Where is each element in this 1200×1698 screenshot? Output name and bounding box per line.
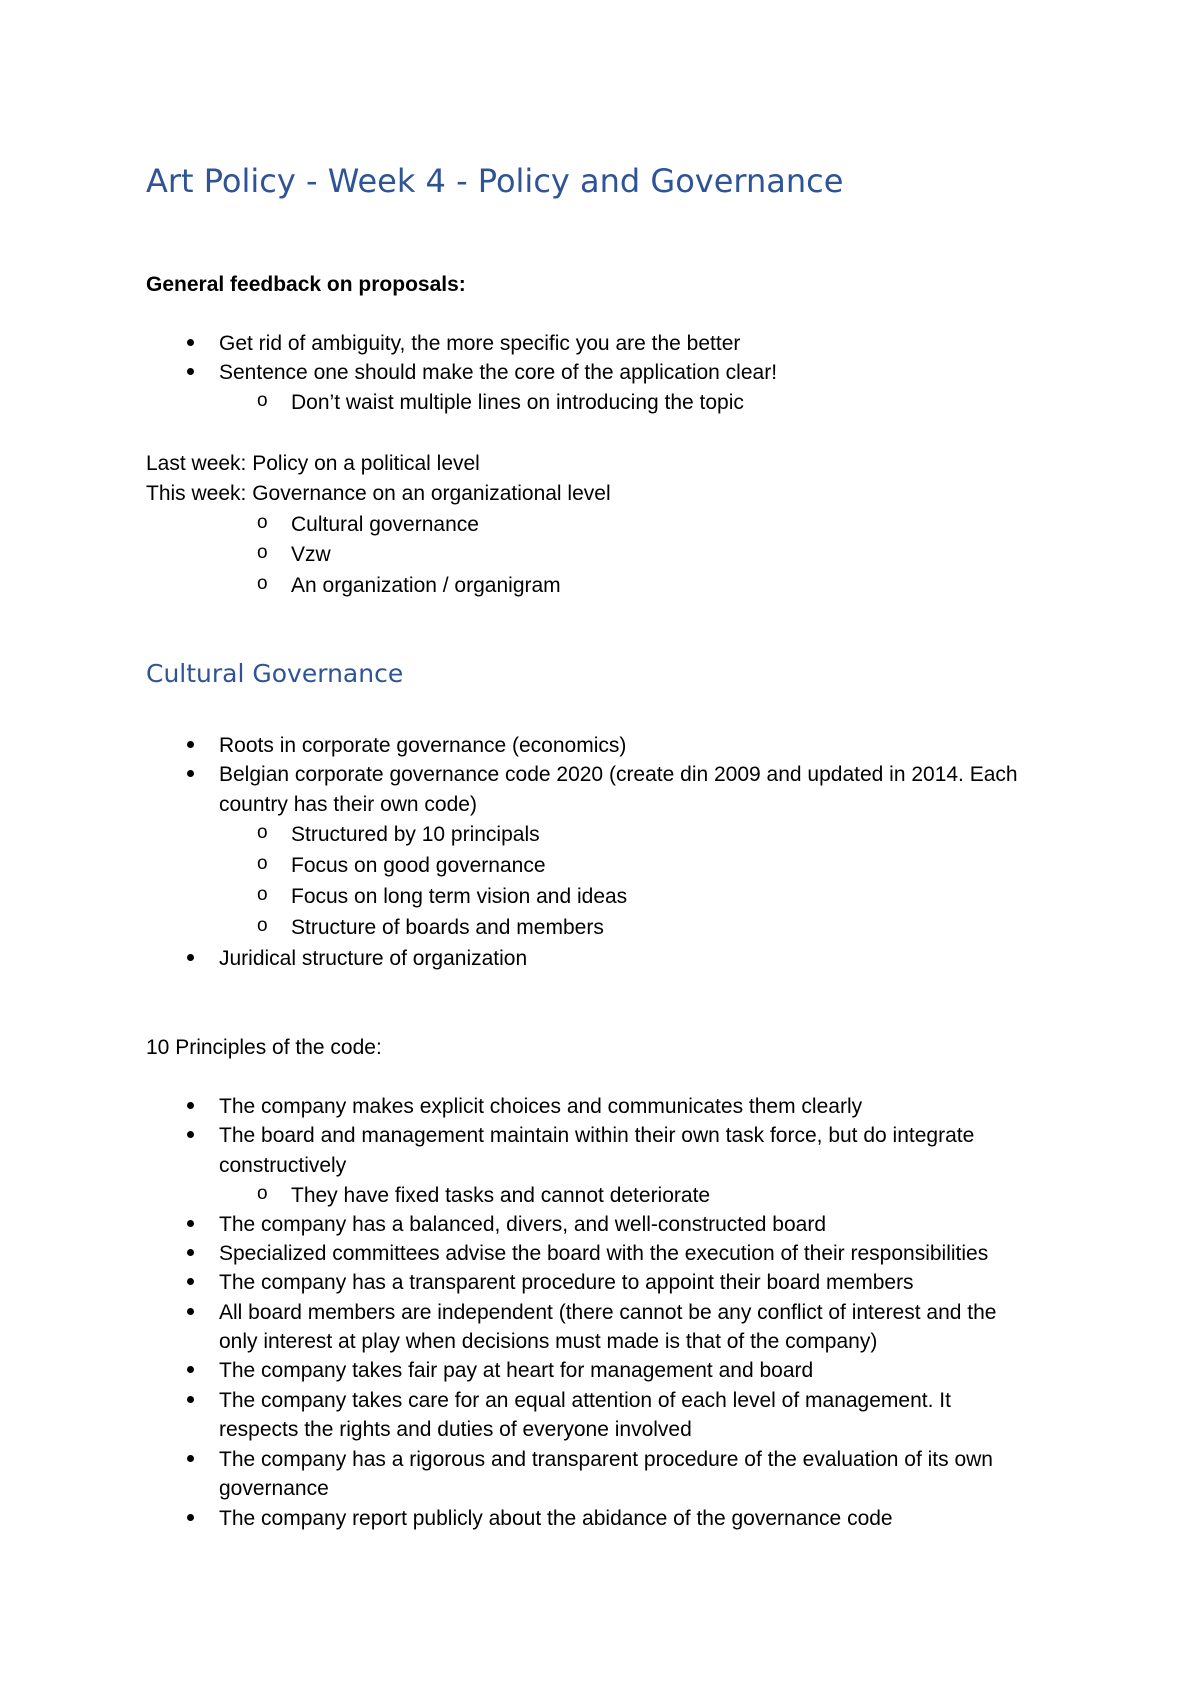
bullet-icon — [187, 1514, 194, 1521]
list-subitem: Focus on long term vision and ideas — [291, 885, 628, 908]
page-title: Art Policy - Week 4 - Policy and Governance — [146, 162, 844, 200]
circle-bullet-icon: o — [257, 390, 268, 411]
list-item: The company report publicly about the abidance of the governance code — [219, 1507, 893, 1530]
list-item: Specialized committees advise the board with the execution of their responsibilities — [219, 1242, 989, 1265]
list-subitem: Structure of boards and members — [291, 916, 604, 939]
circle-bullet-icon: o — [257, 542, 268, 563]
circle-bullet-icon: o — [257, 853, 268, 874]
last-week-label: Last week: — [146, 452, 247, 475]
list-item-continuation: governance — [219, 1477, 329, 1500]
bullet-icon — [187, 1249, 194, 1256]
circle-bullet-icon: o — [257, 1183, 268, 1204]
last-week-line — [146, 453, 480, 474]
principles-heading: 10 Principles of the code: — [146, 1036, 382, 1059]
list-item: The company has a rigorous and transparent procedure of the evaluation of its own — [219, 1448, 993, 1471]
circle-bullet-icon: o — [257, 512, 268, 533]
bullet-icon — [187, 1455, 194, 1462]
list-item-continuation: respects the rights and duties of everyone involved — [219, 1418, 692, 1441]
bullet-icon — [187, 1308, 194, 1315]
this-week-line — [146, 483, 611, 504]
bullet-icon — [187, 954, 194, 961]
bullet-icon — [187, 741, 194, 748]
bullet-icon — [187, 1220, 194, 1227]
list-subitem: Vzw — [291, 543, 331, 566]
list-item-continuation: only interest at play when decisions must made is that of the company) — [219, 1330, 878, 1353]
this-week-text: Governance on an organizational level — [252, 482, 611, 505]
bullet-icon — [187, 770, 194, 777]
bullet-icon — [187, 368, 194, 375]
list-item: Get rid of ambiguity, the more specific you are the better — [219, 332, 741, 355]
list-subitem: Cultural governance — [291, 513, 479, 536]
list-item: The company makes explicit choices and communicates them clearly — [219, 1095, 863, 1118]
list-item: Roots in corporate governance (economics) — [219, 734, 627, 757]
bullet-icon — [187, 1396, 194, 1403]
circle-bullet-icon: o — [257, 915, 268, 936]
bullet-icon — [187, 339, 194, 346]
list-item: The company has a balanced, divers, and well-constructed board — [219, 1213, 827, 1236]
feedback-heading: General feedback on proposals: — [146, 273, 466, 296]
list-subitem: Structured by 10 principals — [291, 823, 540, 846]
bullet-icon — [187, 1366, 194, 1373]
list-item: Juridical structure of organization — [219, 947, 528, 970]
list-subitem: Focus on good governance — [291, 854, 546, 877]
bullet-icon — [187, 1102, 194, 1109]
list-item: The company takes fair pay at heart for management and board — [219, 1359, 814, 1382]
list-item: The company has a transparent procedure to appoint their board members — [219, 1271, 914, 1294]
circle-bullet-icon: o — [257, 573, 268, 594]
list-item: Belgian corporate governance code 2020 (create din 2009 and updated in 2014. Each — [219, 763, 1018, 786]
circle-bullet-icon: o — [257, 884, 268, 905]
list-item-continuation: constructively — [219, 1154, 347, 1177]
list-item: Sentence one should make the core of the application clear! — [219, 361, 778, 384]
last-week-text: Policy on a political level — [252, 452, 480, 475]
list-item: The company takes care for an equal attention of each level of management. It — [219, 1389, 951, 1412]
list-subitem: An organization / organigram — [291, 574, 561, 597]
list-subitem: They have fixed tasks and cannot deteriorate — [291, 1184, 711, 1207]
list-item-continuation: country has their own code) — [219, 793, 477, 816]
bullet-icon — [187, 1131, 194, 1138]
list-item: All board members are independent (there cannot be any conflict of interest and the — [219, 1301, 997, 1324]
list-subitem: Don’t waist multiple lines on introducing the topic — [291, 391, 744, 414]
section-heading: Cultural Governance — [146, 659, 404, 688]
list-item: The board and management maintain within their own task force, but do integrate — [219, 1124, 975, 1147]
this-week-label: This week: — [146, 482, 247, 505]
circle-bullet-icon: o — [257, 822, 268, 843]
bullet-icon — [187, 1278, 194, 1285]
